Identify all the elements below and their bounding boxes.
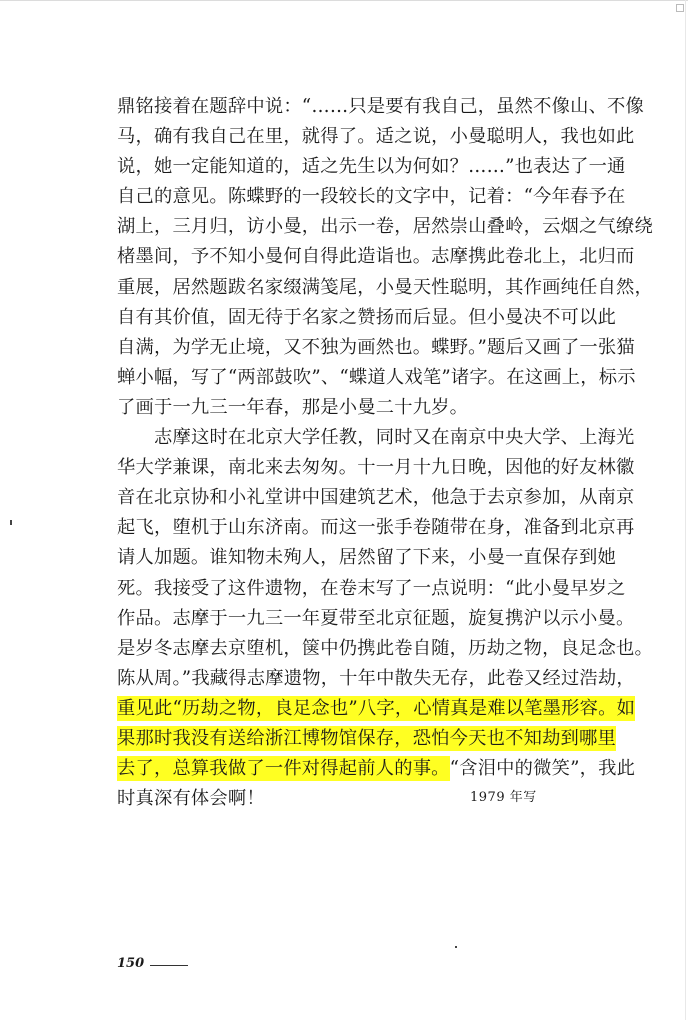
highlighted-line — [117, 694, 636, 724]
text-line: 音在北京协和小礼堂讲中国建筑艺术，他急于去京参加，从南京 — [117, 487, 635, 509]
text-line: 华大学兼课，南北来去匆匆。十一月十九日晚，因他的好友林徽 — [117, 457, 635, 479]
text-line: 死。我接受了这件遗物，在卷末写了一点说明：“此小曼早岁之 — [117, 577, 626, 599]
text-line: 了画于一九三一年春，那是小曼二十九岁。 — [117, 396, 469, 418]
date-note: 1979 年写 — [470, 790, 537, 805]
text-line: 自满，为学无止境，又不独为画然也。蝶野。”题后又画了一张猫 — [117, 336, 635, 358]
text-line: 自有其价值，固无待于名家之赞扬而后显。但小曼决不可以此 — [117, 306, 616, 328]
highlighted-line — [117, 754, 636, 784]
paragraph-start-line: 志摩这时在北京大学任教，同时又在南京中央大学、上海光 — [154, 427, 635, 449]
text-line: 重展，居然题跋名家缀满笺尾，小曼天性聪明，其作画纯任自然， — [117, 276, 653, 298]
page-right-border — [685, 0, 686, 1020]
text-line: 蝉小幅，写了“两部鼓吹”、“蝶道人戏笔”诸字。在这画上，标示 — [117, 366, 636, 388]
corner-marker — [676, 4, 684, 12]
highlighted-line — [117, 724, 616, 754]
text-line: 楮墨间，予不知小曼何自得此造诣也。志摩携此卷北上，北归而 — [117, 246, 635, 268]
text-line: 说，她一定能知道的，适之先生以为何如？……”也表达了一通 — [117, 156, 626, 178]
footer-rule — [150, 965, 188, 966]
text-line: 自己的意见。陈蝶野的一段较长的文字中，记着：“今年春予在 — [117, 186, 626, 208]
text-line: 请人加题。谁知物未殉人，居然留了下来，小曼一直保存到她 — [117, 547, 616, 569]
text-line: 作品。志摩于一九三一年夏带至北京征题，旋复携沪以示小曼。 — [117, 607, 635, 629]
page-number: 150 — [117, 956, 145, 971]
text-line: 马，确有我自己在里，就得了。适之说，小曼聪明人，我也如此 — [117, 126, 635, 148]
text-line: 时真深有体会啊！ — [117, 788, 265, 810]
page-top-border — [0, 0, 688, 4]
scan-speck — [10, 520, 12, 525]
highlighted-text: 果那时我没有送给浙江博物馆保存，恐怕今天也不知劫到哪里 — [117, 727, 616, 749]
text-line: 湖上，三月归，访小曼，出示一卷，居然崇山叠岭，云烟之气缭绕 — [117, 216, 653, 238]
scan-speck — [455, 946, 457, 948]
highlighted-text: 重见此“历劫之物，良足念也”八字，心情真是难以笔墨形容。如 — [117, 697, 636, 719]
text-line: 鼎铭接着在题辞中说：“……只是要有我自己，虽然不像山、不像 — [117, 96, 645, 117]
text-line: 陈从周。”我藏得志摩遗物，十年中散失无存，此卷又经过浩劫， — [117, 667, 635, 689]
text-line: 起飞，堕机于山东济南。而这一张手卷随带在身，准备到北京再 — [117, 517, 635, 539]
highlighted-text: 去了，总算我做了一件对得起前人的事。 — [117, 758, 450, 780]
text-line: 是岁冬志摩去京堕机，箧中仍携此卷自随，历劫之物，良足念也。 — [117, 637, 653, 659]
body-text — [117, 92, 653, 814]
text-span: “含泪中的微笑”，我此 — [449, 758, 636, 780]
